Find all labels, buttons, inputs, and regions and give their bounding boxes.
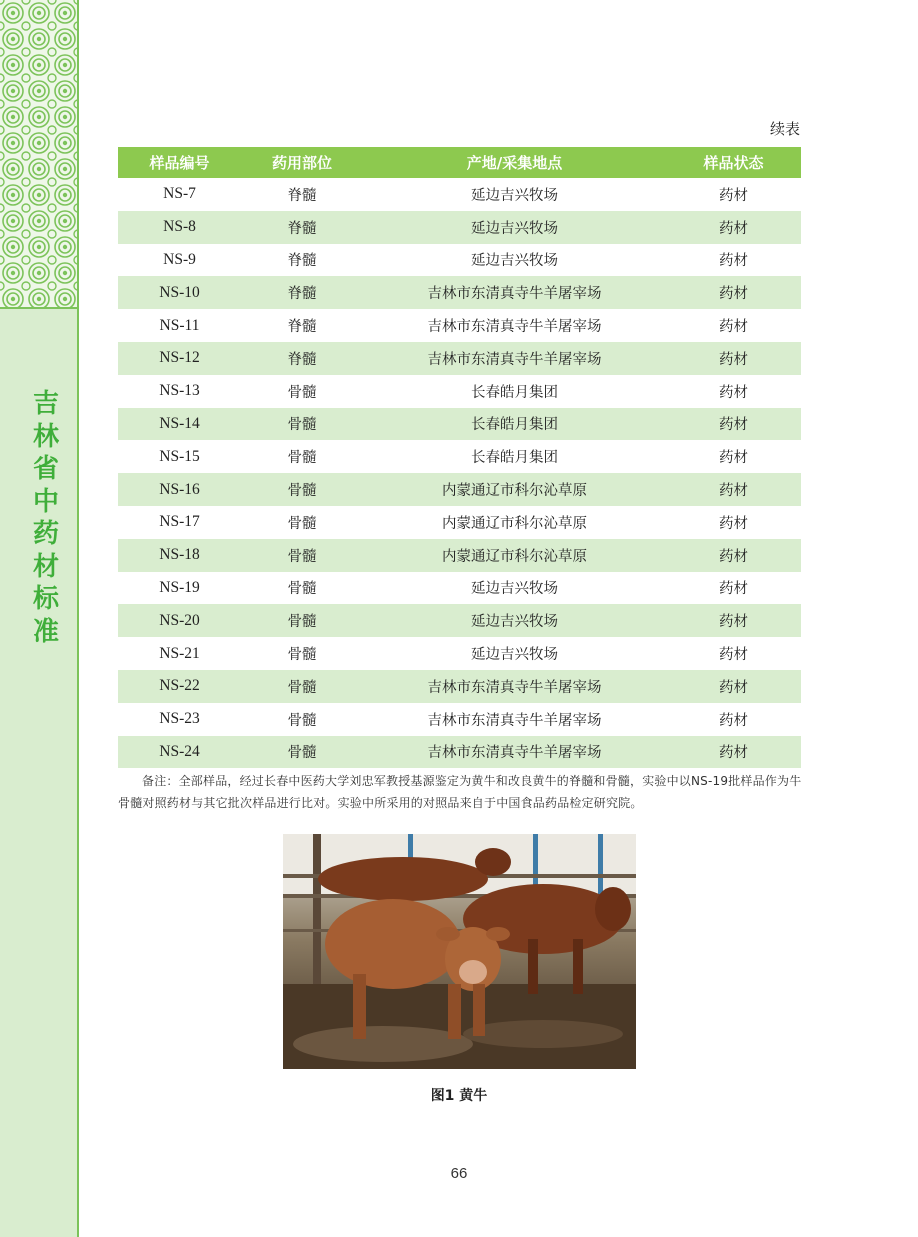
cell-origin: 延边吉兴牧场	[363, 604, 666, 637]
cell-sample-id: NS-19	[159, 578, 200, 596]
cell-origin: 延边吉兴牧场	[471, 647, 558, 664]
cell-part: 骨髓	[241, 408, 363, 441]
cell-part: 骨髓	[241, 670, 363, 703]
cell-status: 药材	[719, 515, 748, 532]
table-row	[118, 473, 801, 506]
cell-sample-id: NS-10	[118, 276, 241, 309]
cell-part: 骨髓	[241, 473, 363, 506]
cell-sample-id: NS-24	[118, 736, 241, 769]
cell-sample-id: NS-13	[159, 382, 200, 400]
cell-status: 药材	[666, 670, 801, 703]
cell-origin: 吉林市东清真寺牛羊屠宰场	[427, 712, 602, 729]
cell-status: 药材	[719, 187, 748, 204]
table-row	[118, 408, 801, 441]
table-header-row	[118, 147, 801, 178]
cell-status: 药材	[666, 473, 801, 506]
cell-part: 脊髓	[287, 253, 317, 270]
table-body	[118, 178, 801, 768]
title-char: 药	[32, 519, 59, 549]
cell-status: 药材	[666, 342, 801, 375]
cell-origin: 长春皓月集团	[471, 450, 558, 467]
cell-sample-id: NS-20	[118, 604, 241, 637]
table-row	[118, 572, 801, 605]
cell-part: 骨髓	[287, 450, 317, 467]
header-status: 样品状态	[666, 147, 801, 178]
cell-sample-id: NS-17	[159, 513, 200, 531]
title-char: 中	[32, 486, 59, 517]
page-number: 66	[450, 1165, 468, 1182]
cell-status: 药材	[666, 604, 801, 637]
table-row	[118, 736, 801, 769]
cell-status: 药材	[719, 581, 748, 598]
table-footnote: 备注：全部样品，经过长春中医药大学刘忠军教授基源鉴定为黄牛和改良黄牛的脊髓和骨髓，实验中以NS-19批样品作为牛骨髓对照药材与其它批次样品进行比对。实验中所采用的对照品来自于中国食品药品检定研究院。	[118, 774, 802, 810]
cell-part: 骨髓	[241, 604, 363, 637]
table-continued-label: 续表	[769, 120, 800, 138]
table-row	[118, 375, 801, 408]
cell-origin: 吉林市东清真寺牛羊屠宰场	[363, 276, 666, 309]
cell-origin: 内蒙通辽市科尔沁草原	[442, 515, 587, 532]
cell-part: 脊髓	[241, 342, 363, 375]
cell-sample-id: NS-15	[159, 447, 200, 465]
cattle-photo	[283, 834, 636, 1069]
cell-status: 药材	[666, 211, 801, 244]
table-row	[118, 342, 801, 375]
cell-origin: 长春皓月集团	[363, 408, 666, 441]
title-char: 吉	[32, 389, 59, 419]
cell-sample-id: NS-12	[118, 342, 241, 375]
table-row	[118, 440, 801, 473]
cell-part: 骨髓	[241, 736, 363, 769]
pattern-divider	[0, 307, 79, 309]
cell-status: 药材	[666, 736, 801, 769]
table-row	[118, 506, 801, 539]
cell-status: 药材	[666, 408, 801, 441]
table-row	[118, 178, 801, 211]
title-char: 林	[32, 421, 59, 452]
cell-origin: 内蒙通辽市科尔沁草原	[363, 473, 666, 506]
table-row	[118, 539, 801, 572]
table-row	[118, 703, 801, 736]
cell-part: 脊髓	[287, 319, 317, 336]
cell-status: 药材	[719, 319, 748, 336]
title-char: 准	[32, 616, 59, 647]
cell-status: 药材	[719, 712, 748, 729]
header-part: 药用部位	[241, 147, 363, 178]
cell-part: 脊髓	[287, 187, 317, 204]
title-char: 材	[32, 551, 59, 582]
cell-status: 药材	[719, 384, 748, 401]
cell-origin: 延边吉兴牧场	[471, 253, 558, 270]
cell-part: 骨髓	[287, 712, 317, 729]
header-origin: 产地/采集地点	[363, 147, 666, 178]
table-row	[118, 244, 801, 277]
table-row	[118, 670, 801, 703]
header-sample-id: 样品编号	[118, 147, 241, 178]
cell-origin: 长春皓月集团	[471, 384, 558, 401]
cell-part: 骨髓	[241, 539, 363, 572]
cell-part: 骨髓	[287, 647, 317, 664]
cell-sample-id: NS-7	[163, 185, 196, 203]
sample-table	[118, 147, 801, 768]
cell-origin: 吉林市东清真寺牛羊屠宰场	[363, 342, 666, 375]
cell-sample-id: NS-18	[118, 539, 241, 572]
cell-origin: 吉林市东清真寺牛羊屠宰场	[363, 736, 666, 769]
cell-part: 脊髓	[241, 276, 363, 309]
cloud-pattern-decoration	[0, 0, 77, 308]
cell-part: 脊髓	[241, 211, 363, 244]
cell-sample-id: NS-8	[118, 211, 241, 244]
cell-status: 药材	[719, 253, 748, 270]
table-row	[118, 211, 801, 244]
cell-origin: 延边吉兴牧场	[363, 211, 666, 244]
cell-sample-id: NS-21	[159, 644, 200, 662]
cell-sample-id: NS-11	[159, 316, 200, 334]
cell-origin: 吉林市东清真寺牛羊屠宰场	[427, 319, 602, 336]
cell-status: 药材	[666, 276, 801, 309]
sidebar-border	[77, 0, 79, 1237]
table-row	[118, 276, 801, 309]
cell-sample-id: NS-14	[118, 408, 241, 441]
cell-sample-id: NS-22	[118, 670, 241, 703]
cell-origin: 延边吉兴牧场	[471, 581, 558, 598]
cell-status: 药材	[719, 450, 748, 467]
cell-origin: 延边吉兴牧场	[471, 187, 558, 204]
cell-sample-id: NS-9	[163, 250, 196, 268]
cell-status: 药材	[719, 647, 748, 664]
cell-sample-id: NS-16	[118, 473, 241, 506]
table-row	[118, 309, 801, 342]
cell-origin: 内蒙通辽市科尔沁草原	[363, 539, 666, 572]
cell-status: 药材	[666, 539, 801, 572]
cell-origin: 吉林市东清真寺牛羊屠宰场	[363, 670, 666, 703]
table-row	[118, 637, 801, 670]
title-char: 标	[32, 584, 59, 614]
cell-part: 骨髓	[287, 581, 317, 598]
cell-part: 骨髓	[287, 384, 317, 401]
cell-part: 骨髓	[287, 515, 317, 532]
title-char: 省	[32, 454, 59, 484]
book-title-vertical	[26, 388, 66, 648]
figure-caption: 图1 黄牛	[430, 1088, 488, 1104]
cell-sample-id: NS-23	[159, 710, 200, 728]
table-row	[118, 604, 801, 637]
